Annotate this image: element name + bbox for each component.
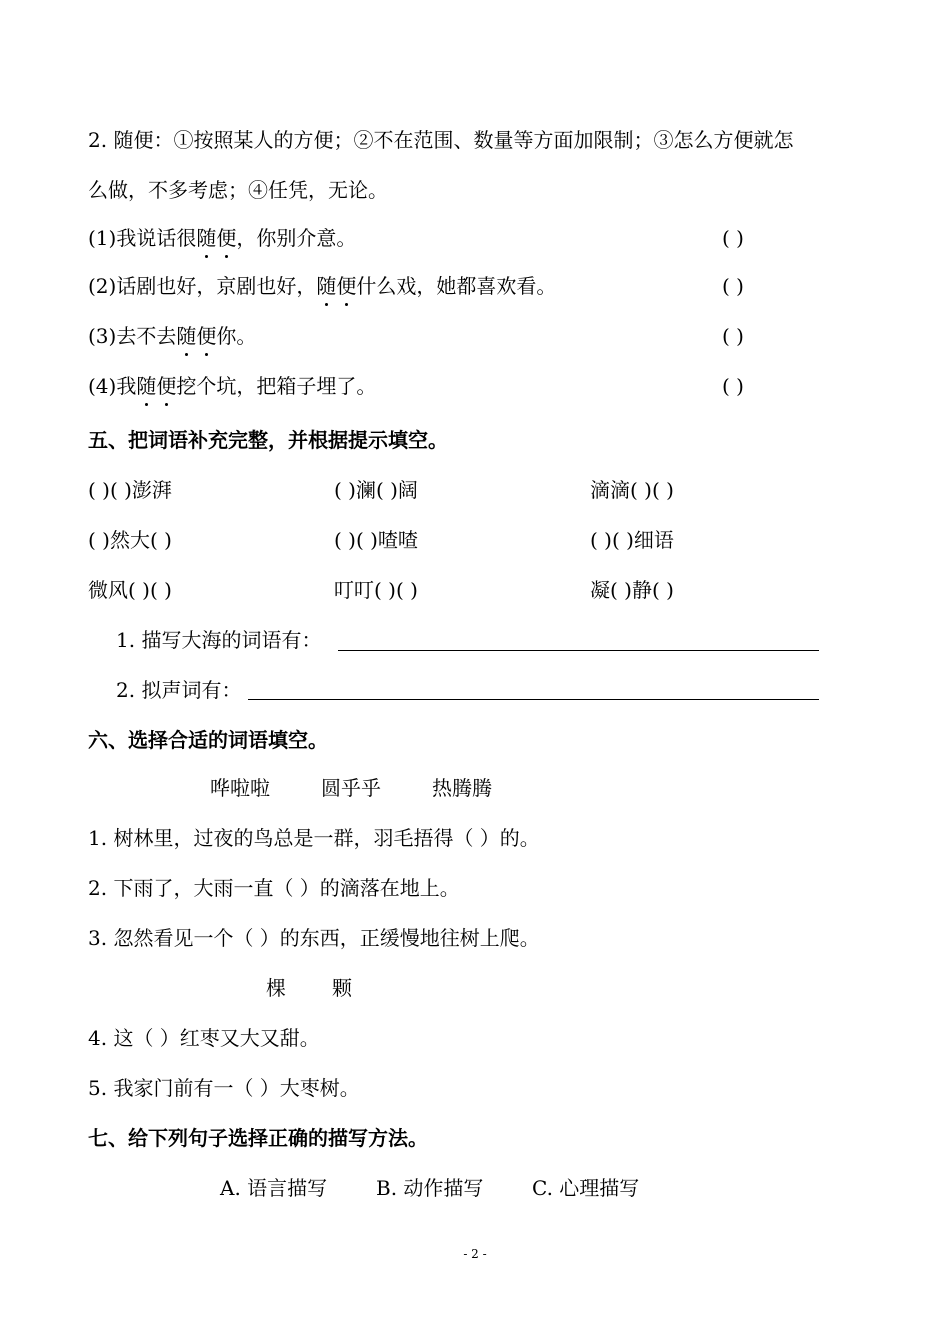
option-a: A. 语言描写 (220, 1176, 328, 1200)
q2-item-1 (88, 224, 356, 252)
q2-item-3-post: 你。 (216, 324, 257, 348)
answer-blank[interactable]: ( ) (722, 274, 744, 298)
word-choice: 棵 (266, 976, 286, 1000)
sentence-4: 4. 这（ ）红枣又大又甜。 (88, 1026, 320, 1050)
idiom-blank[interactable]: 凝( )静( ) (590, 578, 674, 602)
idiom-blank[interactable]: ( )然大( ) (88, 528, 172, 552)
answer-blank[interactable]: ( ) (722, 226, 744, 250)
idiom-blank[interactable]: ( )( )澎湃 (88, 478, 172, 502)
q2-item-3 (88, 322, 256, 350)
page-number: - 2 - (463, 1247, 487, 1261)
q2-item-4-pre: (4)我 (88, 374, 137, 398)
word-choice: 热腾腾 (432, 776, 492, 800)
emphasis-char: 随 (176, 324, 197, 348)
idiom-blank[interactable]: 叮叮( )( ) (334, 578, 418, 602)
idiom-blank[interactable]: 滴滴( )( ) (590, 478, 674, 502)
emphasis-char: 随 (136, 374, 157, 398)
section-6-title: 六、选择合适的词语填空。 (88, 728, 328, 752)
q2-item-4 (88, 372, 376, 400)
emphasis-char: 便 (336, 274, 357, 298)
emphasis-char: 随 (196, 226, 217, 250)
emphasis-char: 便 (156, 374, 177, 398)
emphasis-char: 随 (316, 274, 337, 298)
word-choice: 颗 (332, 976, 352, 1000)
answer-line[interactable] (338, 650, 819, 651)
word-choice: 哗啦啦 (210, 776, 270, 800)
fill-label-onomatopoeia: 2. 拟声词有： (116, 678, 242, 702)
fill-label-sea-words: 1. 描写大海的词语有： (116, 628, 322, 652)
sentence-3: 3. 忽然看见一个（ ）的东西，正缓慢地往树上爬。 (88, 926, 540, 950)
idiom-blank[interactable]: ( )( )喳喳 (334, 528, 418, 552)
q2-item-1-pre: (1)我说话很 (88, 226, 197, 250)
idiom-blank[interactable]: ( )( )细语 (590, 528, 674, 552)
section-7-title: 七、给下列句子选择正确的描写方法。 (88, 1126, 428, 1150)
emphasis-char: 便 (216, 226, 237, 250)
q2-definition-line1: 2. 随便：①按照某人的方便；②不在范围、数量等方面加限制；③怎么方便就怎 (88, 128, 794, 152)
idiom-blank[interactable]: 微风( )( ) (88, 578, 172, 602)
option-b: B. 动作描写 (376, 1176, 484, 1200)
q2-item-1-post: ，你别介意。 (236, 226, 357, 250)
idiom-blank[interactable]: ( )澜( )阔 (334, 478, 418, 502)
option-c: C. 心理描写 (532, 1176, 640, 1200)
word-choice: 圆乎乎 (321, 776, 381, 800)
q2-definition-line2: 么做，不多考虑；④任凭，无论。 (88, 178, 388, 202)
emphasis-char: 便 (196, 324, 217, 348)
q2-item-2 (88, 272, 556, 300)
section-5-title: 五、把词语补充完整，并根据提示填空。 (88, 428, 448, 452)
sentence-1: 1. 树林里，过夜的鸟总是一群，羽毛捂得（ ）的。 (88, 826, 540, 850)
q2-item-2-pre: (2)话剧也好，京剧也好， (88, 274, 317, 298)
sentence-5: 5. 我家门前有一（ ）大枣树。 (88, 1076, 360, 1100)
answer-blank[interactable]: ( ) (722, 374, 744, 398)
q2-item-2-post: 什么戏，她都喜欢看。 (356, 274, 557, 298)
answer-blank[interactable]: ( ) (722, 324, 744, 348)
q2-item-3-pre: (3)去不去 (88, 324, 177, 348)
sentence-2: 2. 下雨了，大雨一直（ ）的滴落在地上。 (88, 876, 460, 900)
q2-item-4-post: 挖个坑，把箱子埋了。 (176, 374, 377, 398)
answer-line[interactable] (248, 699, 819, 700)
